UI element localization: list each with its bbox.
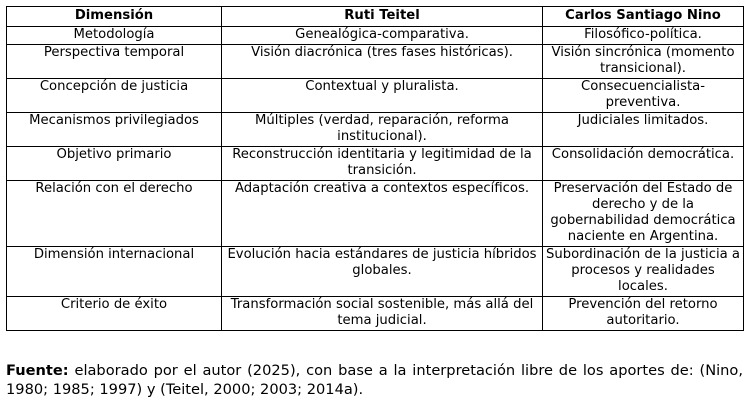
row-nino-cell: Consolidación democrática.	[543, 147, 744, 181]
row-dimension-cell: Objetivo primario	[7, 147, 222, 181]
row-dimension-cell: Criterio de éxito	[7, 297, 222, 331]
row-teitel-cell: Reconstrucción identitaria y legitimidad de la transición.	[222, 147, 543, 181]
row-dimension-cell: Concepción de justicia	[7, 79, 222, 113]
source-label: Fuente:	[6, 362, 69, 379]
row-nino-cell: Filosófico-política.	[543, 27, 744, 45]
table-row	[7, 27, 744, 45]
row-teitel-cell: Visión diacrónica (tres fases históricas).	[222, 45, 543, 79]
source-text: elaborado por el autor (2025), con base a la interpretación libre de los aportes de: (Nino, 1980; 1985; 1997) y (Teitel, 2000; 2003; 2014a).	[6, 362, 743, 398]
comparison-table	[6, 6, 744, 331]
row-nino-cell: Prevención del retorno autoritario.	[543, 297, 744, 331]
row-nino-cell: Visión sincrónica (momento transicional).	[543, 45, 744, 79]
row-dimension-cell: Metodología	[7, 27, 222, 45]
row-dimension-cell: Perspectiva temporal	[7, 45, 222, 79]
table-row	[7, 297, 744, 331]
row-teitel-cell: Adaptación creativa a contextos específicos.	[222, 181, 543, 247]
table-row	[7, 147, 744, 181]
table-header-row	[7, 7, 744, 27]
row-teitel-cell: Múltiples (verdad, reparación, reforma institucional).	[222, 113, 543, 147]
header-carlos-santiago-nino: Carlos Santiago Nino	[543, 7, 744, 27]
row-dimension-cell: Mecanismos privilegiados	[7, 113, 222, 147]
row-teitel-cell: Genealógica-comparativa.	[222, 27, 543, 45]
row-dimension-cell: Dimensión internacional	[7, 247, 222, 297]
header-dimension: Dimensión	[7, 7, 222, 27]
row-nino-cell: Judiciales limitados.	[543, 113, 744, 147]
row-teitel-cell: Evolución hacia estándares de justicia híbridos globales.	[222, 247, 543, 297]
table-row	[7, 113, 744, 147]
row-nino-cell: Subordinación de la justicia a procesos y realidades locales.	[543, 247, 744, 297]
table-row	[7, 247, 744, 297]
row-teitel-cell: Contextual y pluralista.	[222, 79, 543, 113]
table-row	[7, 45, 744, 79]
row-teitel-cell: Transformación social sostenible, más allá del tema judicial.	[222, 297, 543, 331]
row-dimension-cell: Relación con el derecho	[7, 181, 222, 247]
row-nino-cell: Preservación del Estado de derecho y de la gobernabilidad democrática naciente en Argentina.	[543, 181, 744, 247]
table-row	[7, 79, 744, 113]
source-note	[6, 361, 743, 399]
table-row	[7, 181, 744, 247]
header-ruti-teitel: Ruti Teitel	[222, 7, 543, 27]
row-nino-cell: Consecuencialista-preventiva.	[543, 79, 744, 113]
